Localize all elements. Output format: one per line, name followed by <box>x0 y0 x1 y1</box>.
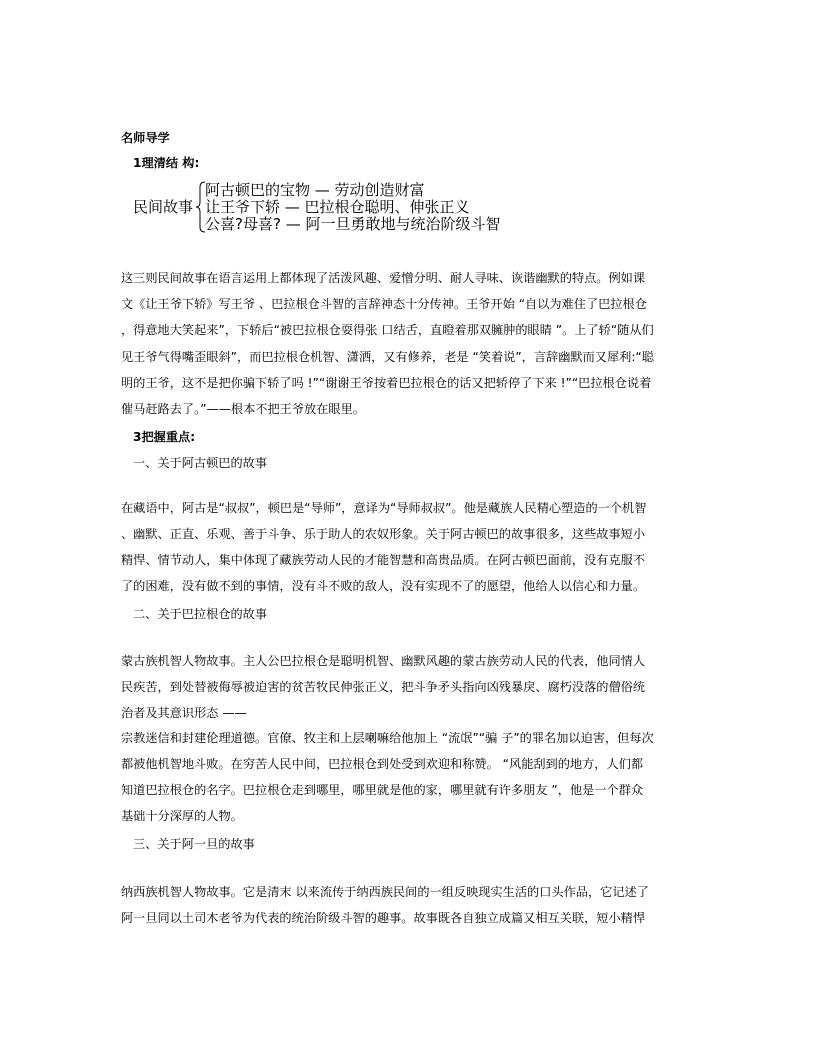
paragraph-line: 催马赶路去了。”——根本不把王爷放在眼里。 <box>121 402 365 416</box>
paragraph-line: 纳西族机智人物故事。它是清末 以来流传于纳西族民间的一组反映现实生活的口头作品，它记述了 <box>121 885 649 899</box>
section-heading-structure: 1理清结 构: <box>133 156 200 170</box>
paragraph-line: 明的王爷，这不是把你骗下轿了吗 !”“谢谢王爷按着巴拉根仓的话又把轿停了下来 !”“巴拉根仓说着 <box>121 376 652 390</box>
subheading-balagencang: 二、关于巴拉根仓的故事 <box>133 607 268 621</box>
paragraph-line: 都被他机智地斗败。在穷苦人民中间，巴拉根仓到处受到欢迎和称赞。 “风能刮到的地方，人们都 <box>121 757 644 771</box>
structure-branch-1: 阿古顿巴的宝物 — 劳动创造财富 <box>205 181 425 199</box>
structure-root-label: 民间故事 <box>133 198 194 216</box>
subheading-ayidan: 三、关于阿一旦的故事 <box>133 837 255 851</box>
paragraph-line: 精悍、情节动人，集中体现了藏族劳动人民的才能智慧和高贵品质。在阿古顿巴面前，没有克服不 <box>121 553 646 567</box>
paragraph-line: 阿一旦同以土司木老爷为代表的统治阶级斗智的趣事。故事既各自独立成篇又相互关联，短小精悍 <box>121 911 646 925</box>
paragraph-line: 见王爷气得嘴歪眼斜”，而巴拉根仓机智、潇洒，又有修养，老是 “笑着说”，言辞幽默而又犀利:“聪 <box>121 350 654 364</box>
structure-branch-2: 让王爷下轿 — 巴拉根仓聪明、伸张正义 <box>205 198 470 216</box>
paragraph-line: 基础十分深厚的人物。 <box>121 809 243 823</box>
paragraph-line: ，得意地大笑起来”，下轿后“被巴拉根仓耍得张 口结舌，直瞪着那双臃肿的眼睛 ”。上了轿“随从们 <box>121 323 654 337</box>
structure-branch-3: 公喜?母喜? — 阿一旦勇敢地与统治阶级斗智 <box>205 215 501 233</box>
paragraph-line: 文《让王爷下轿》写王爷 、巴拉根仓斗智的言辞神态十分传神。王爷开始 “自以为难住了巴拉根仓 <box>121 297 647 311</box>
paragraph-line: 宗教迷信和封建伦理道德。官僚、牧主和上层喇嘛给他加上 “流氓”“骗 子”的罪名加以迫害，但每次 <box>121 731 654 745</box>
paragraph-line: 、幽默、正直、乐观、善于斗争、乐于助人的农奴形象。关于阿古顿巴的故事很多，这些故事短小 <box>121 527 646 541</box>
subheading-agudunba: 一、关于阿古顿巴的故事 <box>133 456 268 470</box>
page-heading: 名师导学 <box>121 131 170 145</box>
section-heading-key-points: 3把握重点: <box>133 430 196 444</box>
paragraph-line: 了的困难，没有做不到的事情，没有斗不败的敌人，没有实现不了的愿望，他给人以信心和力量。 <box>121 579 646 593</box>
structure-diagram <box>133 181 533 235</box>
paragraph-line: 民疾苦，到处替被侮辱被迫害的贫苦牧民伸张正义，把斗争矛头指向凶残暴戾、腐朽没落的僧俗统 <box>121 680 646 694</box>
paragraph-line: 知道巴拉根仓的名字。巴拉根仓走到哪里，哪里就是他的家，哪里就有许多朋友 ”，他是一个群众 <box>121 783 644 797</box>
paragraph-line: 这三则民间故事在语言运用上都体现了活泼风趣、爱憎分明、耐人寻味、诙谐幽默的特点。例如课 <box>121 271 646 285</box>
paragraph-line: 在藏语中，阿古是“叔叔”，顿巴是“导师”，意译为“导师叔叔”。他是藏族人民精心塑造的一个机智 <box>121 501 647 515</box>
paragraph-line: 治者及其意识形态 —— <box>121 706 247 720</box>
paragraph-line: 蒙古族机智人物故事。主人公巴拉根仓是聪明机智、幽默风趣的蒙古族劳动人民的代表，他同情人 <box>121 654 646 668</box>
